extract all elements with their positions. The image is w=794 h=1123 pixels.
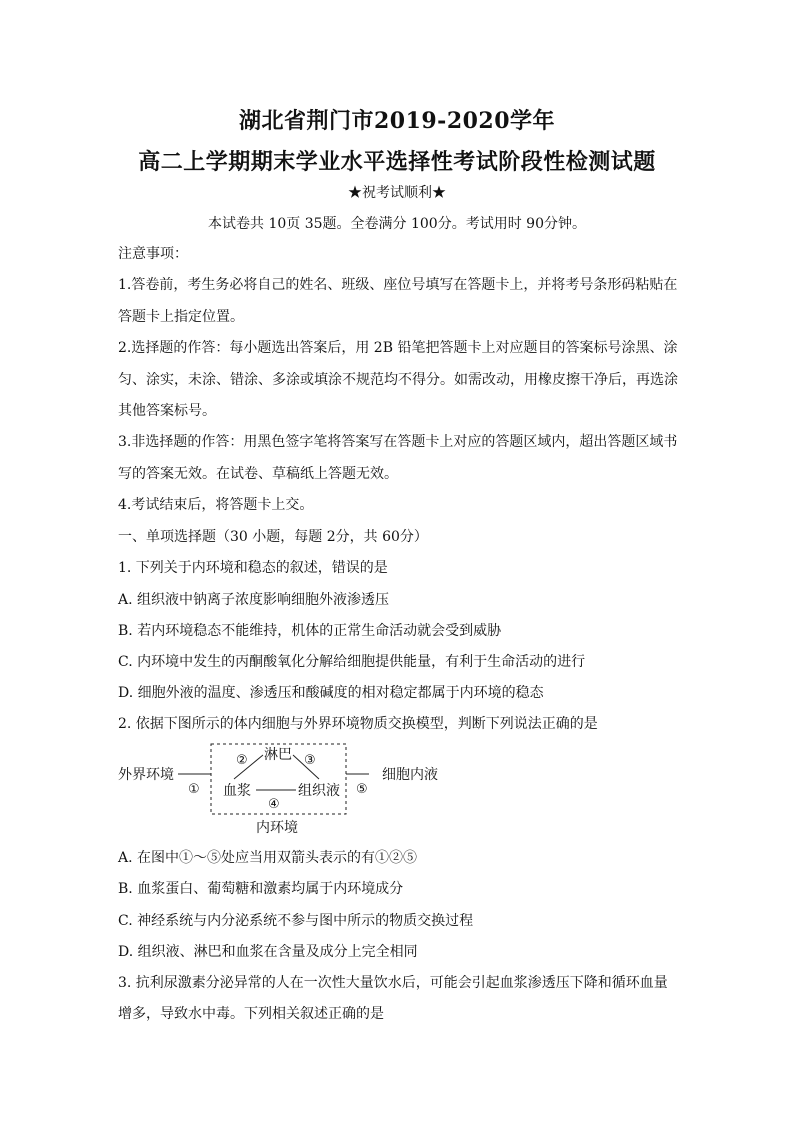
marker-1: ①	[188, 782, 200, 797]
label-tissue-fluid: 组织液	[298, 784, 340, 799]
q1-stem: 1. 下列关于内环境和稳态的叙述，错误的是	[118, 560, 388, 576]
exchange-model-diagram	[118, 740, 458, 840]
exam-info: 本试卷共 10页 35题。全卷满分 100分。考试用时 90分钟。	[208, 216, 586, 232]
notes-heading: 注意事项：	[118, 246, 188, 262]
q3-stem-line1: 3. 抗利尿激素分泌异常的人在一次性大量饮水后，可能会引起血浆渗透压下降和循环血量	[118, 975, 668, 991]
title-line2: 高二上学期期末学业水平选择性考试阶段性检测试题	[138, 149, 656, 175]
section-heading: 一、单项选择题（30 小题，每题 2分，共 60分）	[118, 529, 428, 545]
note-2-line1: 2.选择题的作答：每小题选出答案后，用 2B 铅笔把答题卡上对应题目的答案标号涂黑、涂	[118, 340, 678, 356]
label-lymph: 淋巴	[264, 748, 292, 763]
title-line1: 湖北省荆门市2019-2020学年	[238, 108, 556, 134]
q1-option-d: D. 细胞外液的温度、渗透压和酸碱度的相对稳定都属于内环境的稳态	[118, 685, 544, 701]
note-2-line2: 匀、涂实，未涂、错涂、多涂或填涂不规范均不得分。如需改动，用橡皮擦干净后，再选涂	[118, 372, 678, 388]
q1-option-c: C. 内环境中发生的丙酮酸氧化分解给细胞提供能量，有利于生命活动的进行	[118, 654, 586, 670]
marker-2: ②	[236, 753, 248, 768]
label-outer-environment: 外界环境	[118, 768, 174, 783]
q2-stem: 2. 依据下图所示的体内细胞与外界环境物质交换模型，判断下列说法正确的是	[118, 716, 598, 732]
q1-option-a: A. 组织液中钠离子浓度影响细胞外液渗透压	[118, 592, 390, 608]
marker-3: ③	[304, 753, 316, 768]
wish-line: ★祝考试顺利★	[348, 185, 446, 201]
q2-option-c: C. 神经系统与内分泌系统不参与图中所示的物质交换过程	[118, 913, 474, 929]
q2-option-d: D. 组织液、淋巴和血浆在含量及成分上完全相同	[118, 944, 418, 960]
label-plasma: 血浆	[223, 784, 251, 799]
note-1-line1: 1.答卷前，考生务必将自己的姓名、班级、座位号填写在答题卡上，并将考号条形码粘贴在	[118, 277, 678, 293]
note-2-line3: 其他答案标号。	[118, 403, 216, 419]
label-internal-environment: 内环境	[256, 821, 298, 836]
q2-option-a: A. 在图中①～⑤处应当用双箭头表示的有①②⑤	[118, 850, 418, 866]
label-intracellular-fluid: 细胞内液	[382, 768, 438, 783]
marker-5: ⑤	[356, 782, 368, 797]
q2-option-b: B. 血浆蛋白、葡萄糖和激素均属于内环境成分	[118, 881, 404, 897]
q3-stem-line2: 增多，导致水中毒。下列相关叙述正确的是	[118, 1006, 384, 1022]
note-4: 4.考试结束后，将答题卡上交。	[118, 497, 314, 513]
note-1-line2: 答题卡上指定位置。	[118, 309, 244, 325]
note-3-line1: 3.非选择题的作答：用黑色签字笔将答案写在答题卡上对应的答题区域内，超出答题区域书	[118, 434, 678, 450]
marker-4: ④	[268, 797, 280, 812]
q1-option-b: B. 若内环境稳态不能维持，机体的正常生命活动就会受到威胁	[118, 623, 502, 639]
note-3-line2: 写的答案无效。在试卷、草稿纸上答题无效。	[118, 466, 398, 482]
